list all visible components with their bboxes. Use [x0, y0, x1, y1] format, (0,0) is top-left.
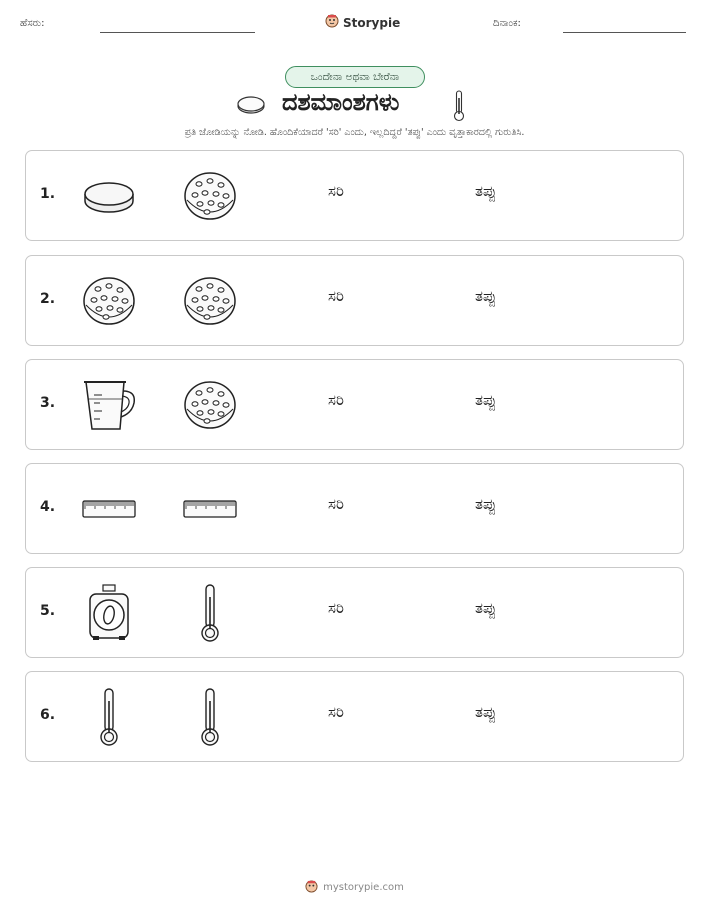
coin-icon — [236, 95, 266, 119]
cookie-icon — [179, 374, 241, 436]
option-false[interactable]: ತಪ್ಪು — [475, 703, 497, 721]
option-true[interactable]: ಸರಿ — [328, 182, 344, 200]
option-false[interactable]: ತಪ್ಪು — [475, 599, 497, 617]
stopwatch-icon — [78, 582, 140, 644]
mascot-icon — [305, 878, 318, 897]
option-true[interactable]: ಸರಿ — [328, 287, 344, 305]
worksheet-header — [0, 0, 709, 44]
coin-icon — [78, 165, 140, 227]
cookie-icon — [179, 270, 241, 332]
question-number: 2. — [40, 291, 56, 307]
option-false[interactable]: ತಪ್ಪು — [475, 287, 497, 305]
thermometer-icon — [179, 686, 241, 748]
option-false[interactable]: ತಪ್ಪು — [475, 182, 497, 200]
brand-name: Storypie — [343, 15, 401, 30]
question-number: 1. — [40, 186, 56, 202]
question-row — [25, 359, 684, 450]
question-number: 4. — [40, 499, 56, 515]
date-field[interactable] — [563, 32, 686, 33]
thermometer-icon — [78, 686, 140, 748]
mascot-icon — [325, 13, 339, 32]
option-true[interactable]: ಸರಿ — [328, 599, 344, 617]
option-false[interactable]: ತಪ್ಪು — [475, 391, 497, 409]
thermometer-icon — [452, 90, 466, 126]
question-number: 6. — [40, 707, 56, 723]
activity-tag: ಒಂದೇನಾ ಅಥವಾ ಬೇರೆನಾ — [285, 66, 425, 88]
name-label: ಹೆಸರು: — [20, 18, 45, 29]
footer — [0, 878, 709, 897]
option-true[interactable]: ಸರಿ — [328, 495, 344, 513]
title-row — [0, 88, 709, 124]
footer-site: mystorypie.com — [323, 882, 404, 893]
option-true[interactable]: ಸರಿ — [328, 391, 344, 409]
instructions-text: ಪ್ರತಿ ಜೋಡಿಯನ್ನು ನೋಡಿ. ಹೊಂದಿಕೆಯಾದರೆ 'ಸರಿ' ಎಂದು, ಇಲ್ಲದಿದ್ದರೆ 'ತಪ್ಪು' ಎಂದು ವೃತ್ತಾಕಾರದಲ್ಲಿ ಗುರುತಿಸಿ. — [184, 127, 525, 138]
ruler-icon — [78, 478, 140, 540]
option-true[interactable]: ಸರಿ — [328, 703, 344, 721]
cookie-icon — [179, 165, 241, 227]
ruler-icon — [179, 478, 241, 540]
question-row — [25, 150, 684, 241]
option-false[interactable]: ತಪ್ಪು — [475, 495, 497, 513]
brand-logo — [325, 13, 400, 32]
question-number: 3. — [40, 395, 56, 411]
measuring-cup-icon — [78, 374, 140, 436]
question-row — [25, 671, 684, 762]
question-row — [25, 567, 684, 658]
date-label: ದಿನಾಂಕ: — [493, 18, 521, 29]
name-field[interactable] — [100, 32, 255, 33]
page-title: ದಶಮಾಂಶಗಳು — [282, 88, 400, 116]
thermometer-icon — [179, 582, 241, 644]
question-row — [25, 463, 684, 554]
question-row — [25, 255, 684, 346]
question-number: 5. — [40, 603, 56, 619]
cookie-icon — [78, 270, 140, 332]
